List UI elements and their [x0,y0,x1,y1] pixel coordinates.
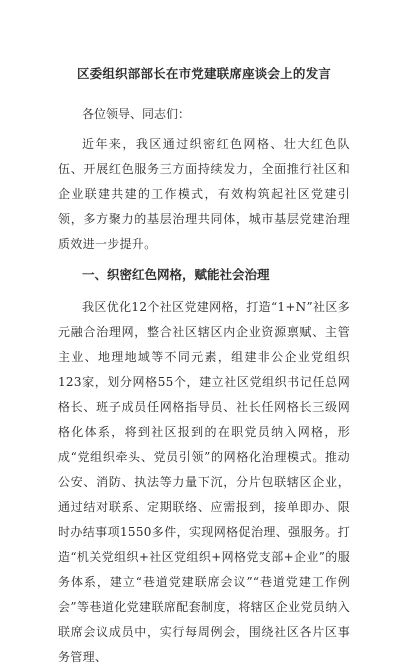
document-title: 区委组织部部长在市党建联席座谈会上的发言 [76,66,331,81]
section-heading: 一、织密红色网格，赋能社会治理 [82,267,270,282]
section-body-paragraph: 我区优化12个社区党建网格，打造“1+N”社区多元融合治理网，整合社区辖区内企业资源禀赋、主管主业、地理地域等不同元素，组建非公企业党组织123家，划分网格55个，建立社区党组织书记任总网格长、班子成员任网格指导员、社长任网格长三级网格化体系，将到社区报到的在职党员纳入网格，形成“党组织牵头、党员引领”的网格化治理模式。推动公安、消防、执法等力量下沉，分片包联辖区企业，通过结对联系、定期联络、应需报到，接单即办、限时办结事项1550多件，实现网格促治理、强服务。打造“机关党组织+社区党组织+网格党支部+企业”的服务体系，建立“巷道党建联席会议”“巷道党建工作例会”等巷道化党建联席配套制度，将辖区企业党员纳入联席会议成员中，实行每周例会，围绕社区各片区事务管理、 [58,300,350,664]
intro-paragraph: 近年来，我区通过织密红色网格、壮大红色队伍、开展红色服务三方面持续发力，全面推行社区和企业联建共建的工作模式，有效构筑起社区党建引领，多方聚力的基层治理共同体，城市基层党建治理质效进一步提升。 [58,137,350,251]
salutation: 各位领导、同志们： [82,107,191,121]
